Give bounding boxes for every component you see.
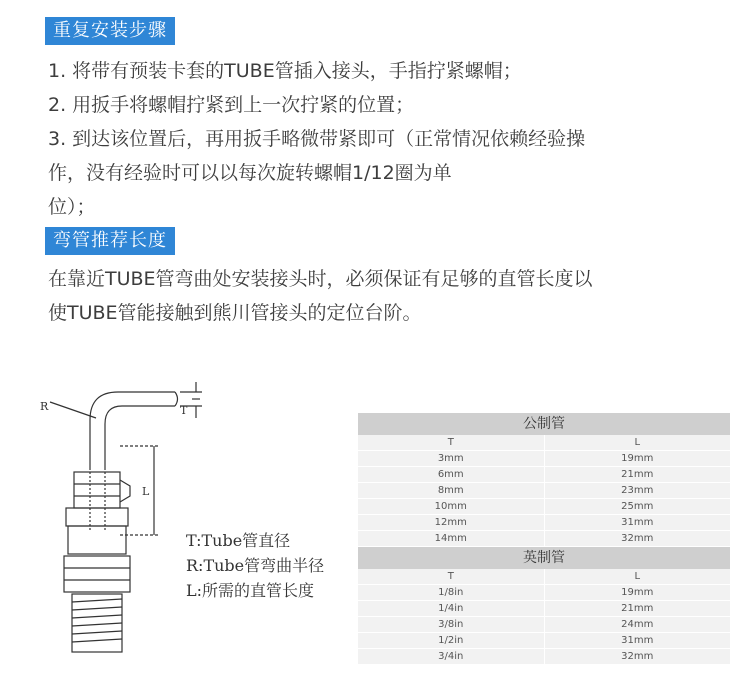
table-row <box>358 601 730 617</box>
table-row <box>358 499 730 515</box>
cell-l: 19mm <box>621 453 654 464</box>
imperial-header <box>358 569 730 585</box>
radius-label: R <box>40 400 49 413</box>
cell-t: 3/8in <box>358 617 545 632</box>
cell-l: 31mm <box>621 517 654 528</box>
install-step-3: 3. 到达该位置后，再用扳手略微带紧即可（正常情况依赖经验操 <box>48 128 586 150</box>
cell-t: 1/8in <box>358 585 545 600</box>
legend-l: L:所需的直管长度 <box>186 581 315 600</box>
table-row <box>358 515 730 531</box>
diameter-label: T <box>180 404 188 417</box>
cell-l: 32mm <box>621 533 654 544</box>
cell-t: 3mm <box>358 451 545 466</box>
cell-t: 3/4in <box>358 649 545 664</box>
metric-header-t: T <box>358 435 545 450</box>
cell-l: 31mm <box>621 635 654 646</box>
imperial-header-t: T <box>358 569 545 584</box>
cell-t: 1/4in <box>358 601 545 616</box>
install-step-2: 2. 用扳手将螺帽拧紧到上一次拧紧的位置； <box>48 94 415 116</box>
cell-t: 8mm <box>358 483 545 498</box>
legend-t: T:Tube管直径 <box>186 531 291 550</box>
cell-t: 14mm <box>358 531 545 546</box>
bend-paragraph-line-1: 在靠近TUBE管弯曲处安装接头时，必须保证有足够的直管长度以 <box>48 268 593 290</box>
metric-title: 公制管 <box>358 413 730 435</box>
cell-l: 24mm <box>621 619 654 630</box>
imperial-header-l: L <box>634 571 641 582</box>
bend-paragraph-line-2: 使TUBE管能接触到熊川管接头的定位台阶。 <box>48 302 422 324</box>
legend-r: R:Tube管弯曲半径 <box>186 556 325 575</box>
cell-l: 32mm <box>621 651 654 662</box>
cell-l: 25mm <box>621 501 654 512</box>
cell-t: 12mm <box>358 515 545 530</box>
table-row <box>358 467 730 483</box>
cell-l: 21mm <box>621 469 654 480</box>
cell-t: 10mm <box>358 499 545 514</box>
install-step-1: 1. 将带有预装卡套的TUBE管插入接头，手指拧紧螺帽； <box>48 60 522 82</box>
fitting-diagram <box>30 380 205 670</box>
cell-t: 1/2in <box>358 633 545 648</box>
table-row <box>358 585 730 601</box>
table-row <box>358 649 730 665</box>
install-step-3-end: 位）； <box>48 196 96 218</box>
length-label: L <box>142 485 150 498</box>
bend-length-title: 弯管推荐长度 <box>45 227 175 255</box>
table-row <box>358 483 730 499</box>
metric-header-l: L <box>634 437 641 448</box>
table-row <box>358 633 730 649</box>
cell-l: 23mm <box>621 485 654 496</box>
install-steps-title: 重复安装步骤 <box>45 17 175 45</box>
install-step-3-cont: 作，没有经验时可以以每次旋转螺帽1/12圈为单 <box>48 162 452 184</box>
imperial-title: 英制管 <box>358 547 730 569</box>
metric-header <box>358 435 730 451</box>
cell-l: 21mm <box>621 603 654 614</box>
table-row <box>358 531 730 547</box>
table-row <box>358 451 730 467</box>
table-row <box>358 617 730 633</box>
cell-l: 19mm <box>621 587 654 598</box>
cell-t: 6mm <box>358 467 545 482</box>
length-table <box>358 413 730 665</box>
